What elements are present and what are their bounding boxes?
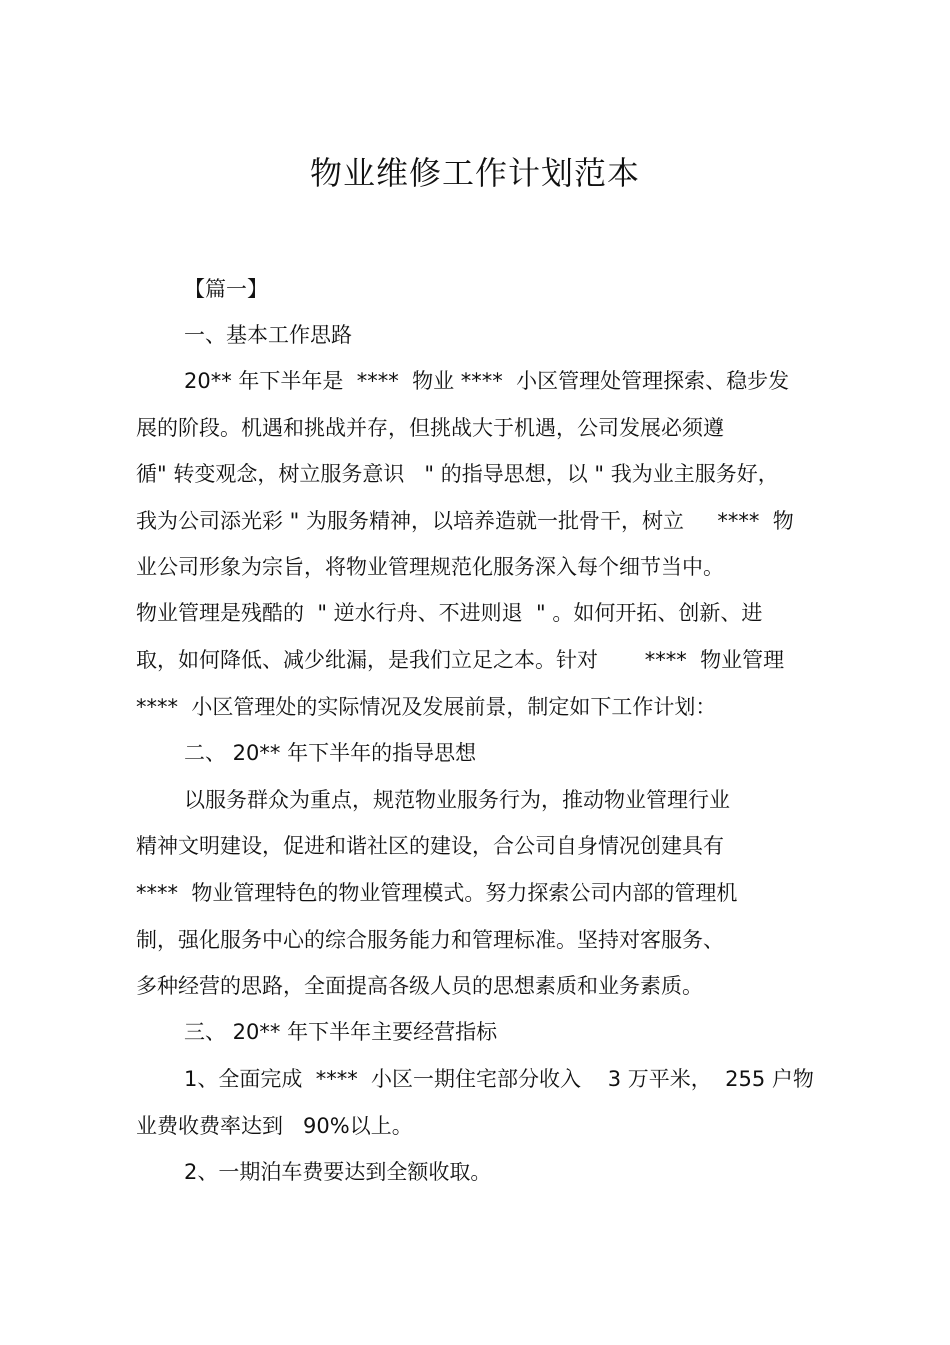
- list-item-1-continued: 业费收费率达到 90%以上。: [136, 1114, 413, 1138]
- paragraph-line: 取，如何降低、减少纰漏，是我们立足之本。针对 **** 物业管理: [136, 648, 785, 672]
- heading-3: 三、 20** 年下半年主要经营指标: [184, 1020, 498, 1044]
- paragraph-line: 精神文明建设，促进和谐社区的建设，合公司自身情况创建具有: [136, 834, 724, 858]
- paragraph-line: 制，强化服务中心的综合服务能力和管理标准。坚持对客服务、: [136, 928, 724, 952]
- paragraph-line: 20** 年下半年是 **** 物业 **** 小区管理处管理探索、稳步发: [184, 369, 790, 393]
- paragraph-line: **** 物业管理特色的物业管理模式。努力探索公司内部的管理机: [136, 881, 738, 905]
- heading-2: 二、 20** 年下半年的指导思想: [184, 741, 477, 765]
- paragraph-line: **** 小区管理处的实际情况及发展前景，制定如下工作计划：: [136, 695, 717, 719]
- paragraph-line: 多种经营的思路，全面提高各级人员的思想素质和业务素质。: [136, 974, 703, 998]
- paragraph-line: 业公司形象为宗旨，将物业管理规范化服务深入每个细节当中。: [136, 555, 724, 579]
- list-item-1: 1、全面完成 **** 小区一期住宅部分收入 3 万平米， 255 户物: [184, 1067, 814, 1091]
- heading-1: 一、基本工作思路: [184, 323, 352, 347]
- paragraph-line: 循" 转变观念，树立服务意识 " 的指导思想，以 " 我为业主服务好，: [136, 462, 779, 486]
- paragraph-line: 以服务群众为重点，规范物业服务行为，推动物业管理行业: [184, 788, 730, 812]
- section-label: 【篇一】: [184, 277, 268, 301]
- paragraph-line: 展的阶段。机遇和挑战并存，但挑战大于机遇，公司发展必须遵: [136, 416, 724, 440]
- document-title: 物业维修工作计划范本: [309, 154, 640, 192]
- list-item-2: 2、一期泊车费要达到全额收取。: [184, 1160, 492, 1184]
- paragraph-line: 物业管理是残酷的 " 逆水行舟、不进则退 " 。如何开拓、创新、进: [136, 601, 763, 625]
- paragraph-line: 我为公司添光彩 " 为服务精神，以培养造就一批骨干，树立 **** 物: [136, 509, 794, 533]
